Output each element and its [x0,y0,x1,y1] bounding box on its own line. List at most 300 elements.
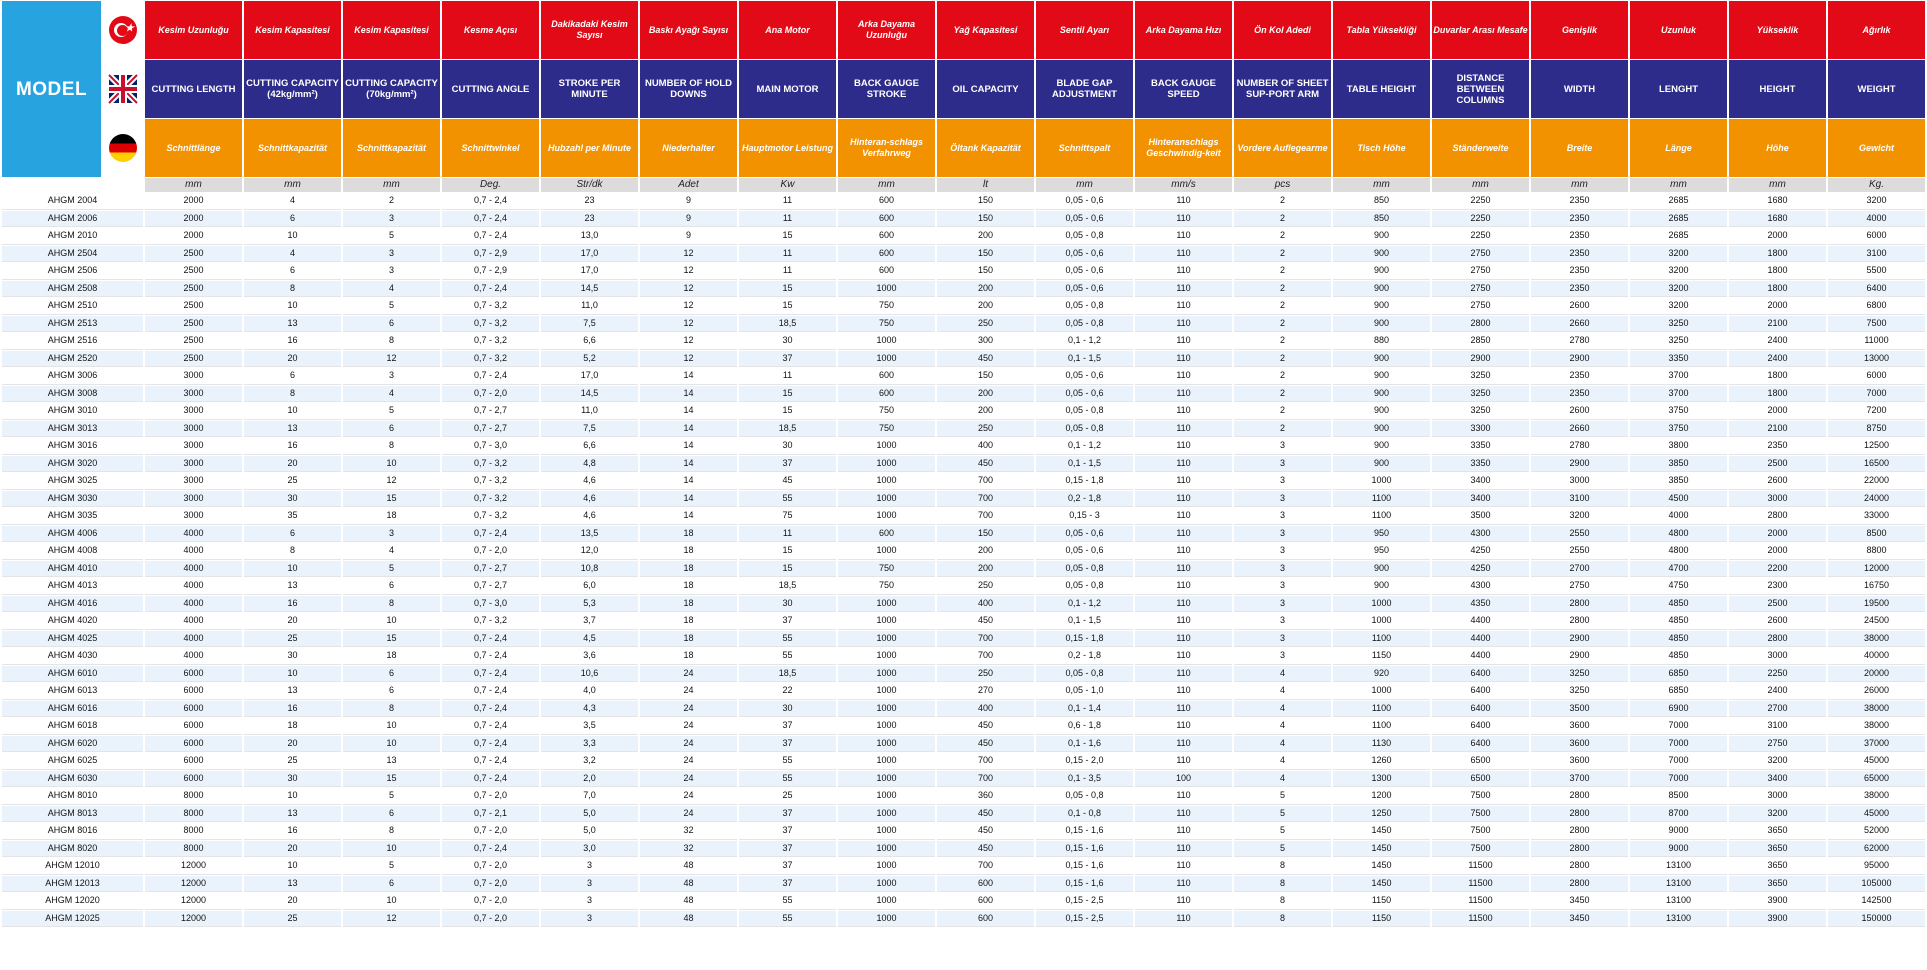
table-cell: 8000 [145,788,242,805]
table-cell: 700 [937,491,1034,508]
table-cell: 2780 [1531,438,1628,455]
table-cell: 95000 [1828,858,1925,875]
table-cell: 13100 [1630,858,1727,875]
model-name-cell: AHGM 2504 [2,246,143,263]
table-cell: 7,5 [541,421,638,438]
table-cell: 105000 [1828,876,1925,893]
table-cell: 14 [640,438,737,455]
table-cell: 700 [937,771,1034,788]
column-header-tr: Kesim Kapasitesi [343,1,440,59]
table-cell: 18 [640,543,737,560]
table-cell: 1100 [1333,701,1430,718]
table-cell: 1150 [1333,911,1430,928]
table-cell: 3700 [1630,386,1727,403]
table-cell: 2800 [1729,631,1826,648]
table-cell: 0,7 - 2,4 [442,701,539,718]
table-cell: 110 [1135,491,1232,508]
column-header-tr: Baskı Ayağı Sayısı [640,1,737,59]
table-cell: 360 [937,788,1034,805]
table-cell: 2250 [1432,228,1529,245]
table-cell: 2500 [145,246,242,263]
table-cell: 0,7 - 3,0 [442,596,539,613]
column-header-en: BACK GAUGE STROKE [838,60,935,118]
table-cell: 38000 [1828,788,1925,805]
table-cell: 0,1 - 1,4 [1036,701,1133,718]
table-cell: 4000 [145,631,242,648]
table-cell: 3 [1234,631,1331,648]
table-cell: 900 [1333,298,1430,315]
table-cell: 10 [244,666,341,683]
table-cell: 200 [937,561,1034,578]
table-cell: 6 [343,578,440,595]
table-cell: 450 [937,806,1034,823]
table-cell: 15 [739,228,836,245]
table-cell: 30 [739,701,836,718]
table-cell: 3 [343,368,440,385]
table-cell: 3450 [1531,911,1628,928]
model-name-cell: AHGM 6018 [2,718,143,735]
table-row [2,596,1925,613]
table-cell: 15 [739,298,836,315]
table-cell: 6 [343,683,440,700]
table-cell: 1680 [1729,211,1826,228]
table-cell: 110 [1135,701,1232,718]
table-cell: 7500 [1432,788,1529,805]
table-cell: 10 [343,841,440,858]
table-cell: 2800 [1432,316,1529,333]
table-cell: 14 [640,508,737,525]
table-cell: 6 [244,211,341,228]
model-name-cell: AHGM 3006 [2,368,143,385]
table-cell: 3 [1234,473,1331,490]
model-name-cell: AHGM 2513 [2,316,143,333]
column-header-en: HEIGHT [1729,60,1826,118]
table-cell: 24500 [1828,613,1925,630]
table-cell: 12000 [145,893,242,910]
table-cell: 5 [343,403,440,420]
column-header-de: Hinteranschlags Geschwindig-keit [1135,119,1232,177]
table-cell: 5 [1234,788,1331,805]
table-cell: 3,0 [541,841,638,858]
table-cell: 3 [1234,578,1331,595]
table-cell: 0,7 - 2,9 [442,263,539,280]
table-cell: 2 [1234,228,1331,245]
model-name-cell: AHGM 6020 [2,736,143,753]
table-cell: 150 [937,368,1034,385]
table-cell: 2750 [1432,298,1529,315]
column-header-de: Vordere Auflegearme [1234,119,1331,177]
column-header-tr: Ana Motor [739,1,836,59]
table-cell: 38000 [1828,701,1925,718]
column-header-en: STROKE PER MINUTE [541,60,638,118]
table-cell: 4300 [1432,578,1529,595]
table-cell: 0,1 - 1,6 [1036,736,1133,753]
table-cell: 35 [244,508,341,525]
table-cell: 7000 [1630,718,1727,735]
table-cell: 0,7 - 3,2 [442,456,539,473]
column-header-en: BACK GAUGE SPEED [1135,60,1232,118]
table-cell: 0,05 - 0,6 [1036,193,1133,210]
table-cell: 110 [1135,298,1232,315]
table-cell: 3000 [145,403,242,420]
table-cell: 13,0 [541,228,638,245]
table-cell: 55 [739,753,836,770]
table-row [2,263,1925,280]
table-cell: 12 [343,473,440,490]
table-cell: 37 [739,823,836,840]
table-cell: 45 [739,473,836,490]
model-name-cell: AHGM 3020 [2,456,143,473]
table-cell: 4 [343,543,440,560]
table-cell: 6 [343,806,440,823]
table-cell: 110 [1135,246,1232,263]
table-row [2,788,1925,805]
table-cell: 4350 [1432,596,1529,613]
table-cell: 150 [937,193,1034,210]
table-cell: 4850 [1630,631,1727,648]
table-cell: 8000 [145,841,242,858]
table-cell: 7000 [1630,736,1727,753]
table-cell: 10 [343,893,440,910]
model-name-cell: AHGM 2520 [2,351,143,368]
model-name-cell: AHGM 2506 [2,263,143,280]
table-cell: 3000 [145,491,242,508]
table-cell: 18 [343,508,440,525]
table-cell: 2250 [1432,211,1529,228]
table-cell: 0,05 - 0,8 [1036,561,1133,578]
table-cell: 2000 [1729,543,1826,560]
table-cell: 110 [1135,473,1232,490]
table-cell: 10 [244,788,341,805]
table-cell: 2250 [1729,666,1826,683]
table-cell: 8800 [1828,543,1925,560]
table-cell: 110 [1135,368,1232,385]
table-cell: 900 [1333,578,1430,595]
table-cell: 11500 [1432,858,1529,875]
table-cell: 110 [1135,456,1232,473]
table-row [2,211,1925,228]
table-cell: 13 [244,578,341,595]
column-unit: mm/s [1135,178,1232,192]
table-cell: 10 [343,718,440,735]
table-cell: 1150 [1333,893,1430,910]
table-cell: 7,5 [541,316,638,333]
table-cell: 3 [541,876,638,893]
table-cell: 3200 [1729,753,1826,770]
table-cell: 1000 [838,753,935,770]
table-cell: 2000 [145,228,242,245]
table-cell: 0,05 - 0,6 [1036,246,1133,263]
table-cell: 10,8 [541,561,638,578]
table-cell: 6000 [145,736,242,753]
model-name-cell: AHGM 2006 [2,211,143,228]
column-header-en: WIDTH [1531,60,1628,118]
table-cell: 6000 [145,718,242,735]
table-cell: 4 [244,193,341,210]
table-cell: 600 [838,263,935,280]
table-cell: 0,05 - 0,6 [1036,543,1133,560]
table-row [2,228,1925,245]
table-cell: 3 [1234,491,1331,508]
table-cell: 12000 [145,911,242,928]
table-cell: 6000 [145,771,242,788]
table-cell: 900 [1333,263,1430,280]
table-cell: 3900 [1729,893,1826,910]
table-cell: 13 [244,316,341,333]
table-row [2,806,1925,823]
table-cell: 3250 [1630,316,1727,333]
table-cell: 2350 [1531,368,1628,385]
table-cell: 37000 [1828,736,1925,753]
table-cell: 1300 [1333,771,1430,788]
table-cell: 3250 [1432,403,1529,420]
table-cell: 2500 [1729,456,1826,473]
table-cell: 5 [343,858,440,875]
table-cell: 700 [937,858,1034,875]
table-cell: 1000 [838,911,935,928]
table-cell: 2 [343,193,440,210]
table-cell: 11000 [1828,333,1925,350]
model-name-cell: AHGM 3010 [2,403,143,420]
table-cell: 12 [640,316,737,333]
table-cell: 13 [244,876,341,893]
column-unit: Deg. [442,178,539,192]
table-cell: 8 [244,543,341,560]
table-cell: 0,15 - 2,0 [1036,753,1133,770]
table-cell: 23 [541,211,638,228]
table-cell: 110 [1135,281,1232,298]
table-cell: 3 [343,263,440,280]
table-row [2,456,1925,473]
table-cell: 37 [739,613,836,630]
table-cell: 6000 [145,666,242,683]
table-cell: 16500 [1828,456,1925,473]
table-row [2,578,1925,595]
column-header-en: BLADE GAP ADJUSTMENT [1036,60,1133,118]
table-cell: 110 [1135,911,1232,928]
table-cell: 0,7 - 2,4 [442,736,539,753]
table-cell: 1000 [1333,683,1430,700]
column-header-tr: Kesme Açısı [442,1,539,59]
table-cell: 0,15 - 1,8 [1036,631,1133,648]
table-cell: 3250 [1531,683,1628,700]
table-cell: 1800 [1729,246,1826,263]
table-cell: 850 [1333,193,1430,210]
table-cell: 1000 [838,718,935,735]
column-header-de: Schnittkapazität [343,119,440,177]
table-row [2,841,1925,858]
table-cell: 450 [937,718,1034,735]
table-cell: 8 [343,701,440,718]
table-cell: 26000 [1828,683,1925,700]
table-cell: 110 [1135,526,1232,543]
table-cell: 2800 [1531,613,1628,630]
table-cell: 0,7 - 3,2 [442,491,539,508]
table-cell: 3650 [1729,876,1826,893]
table-cell: 1100 [1333,491,1430,508]
table-cell: 110 [1135,316,1232,333]
table-cell: 15 [739,386,836,403]
table-cell: 110 [1135,841,1232,858]
table-cell: 4,3 [541,701,638,718]
table-cell: 3000 [145,438,242,455]
table-row [2,683,1925,700]
table-cell: 700 [937,753,1034,770]
table-cell: 4000 [145,578,242,595]
table-cell: 23 [541,193,638,210]
table-cell: 200 [937,298,1034,315]
table-cell: 0,05 - 0,6 [1036,281,1133,298]
table-cell: 3,7 [541,613,638,630]
model-header: MODEL [2,1,101,177]
column-unit: lt [937,178,1034,192]
table-cell: 2100 [1729,421,1826,438]
table-cell: 1130 [1333,736,1430,753]
table-cell: 4 [1234,683,1331,700]
table-cell: 18,5 [739,666,836,683]
table-cell: 110 [1135,333,1232,350]
table-cell: 1000 [838,806,935,823]
table-cell: 450 [937,736,1034,753]
model-name-cell: AHGM 4013 [2,578,143,595]
table-cell: 11 [739,193,836,210]
table-cell: 6 [343,666,440,683]
table-cell: 18 [640,648,737,665]
table-cell: 38000 [1828,631,1925,648]
column-unit: mm [1432,178,1529,192]
table-row [2,701,1925,718]
table-cell: 6800 [1828,298,1925,315]
table-cell: 0,7 - 2,4 [442,526,539,543]
table-cell: 1000 [838,858,935,875]
table-cell: 6400 [1432,736,1529,753]
model-name-cell: AHGM 8020 [2,841,143,858]
table-cell: 30 [739,333,836,350]
table-cell: 7500 [1828,316,1925,333]
table-cell: 2500 [145,351,242,368]
table-cell: 0,7 - 2,7 [442,561,539,578]
table-cell: 10 [343,456,440,473]
table-row [2,858,1925,875]
table-cell: 2500 [145,333,242,350]
table-cell: 3 [1234,526,1331,543]
table-cell: 0,2 - 1,8 [1036,648,1133,665]
table-cell: 270 [937,683,1034,700]
table-cell: 3 [1234,438,1331,455]
table-cell: 250 [937,666,1034,683]
table-cell: 13 [244,806,341,823]
table-cell: 2685 [1630,193,1727,210]
table-cell: 9 [640,228,737,245]
table-cell: 18 [343,648,440,665]
table-cell: 0,7 - 2,4 [442,683,539,700]
column-header-de: Breite [1531,119,1628,177]
table-cell: 2250 [1432,193,1529,210]
table-cell: 700 [937,631,1034,648]
table-cell: 13000 [1828,351,1925,368]
table-cell: 4,6 [541,473,638,490]
table-cell: 3350 [1432,438,1529,455]
table-cell: 0,05 - 0,6 [1036,263,1133,280]
table-cell: 1000 [838,823,935,840]
column-header-de: Tisch Höhe [1333,119,1430,177]
model-name-cell: AHGM 6025 [2,753,143,770]
table-cell: 0,7 - 2,0 [442,911,539,928]
table-cell: 18 [244,718,341,735]
table-cell: 32 [640,841,737,858]
table-cell: 0,15 - 1,6 [1036,841,1133,858]
table-cell: 0,7 - 2,4 [442,841,539,858]
table-cell: 110 [1135,596,1232,613]
table-cell: 0,1 - 0,8 [1036,806,1133,823]
model-name-cell: AHGM 3013 [2,421,143,438]
table-row [2,648,1925,665]
model-name-cell: AHGM 4020 [2,613,143,630]
table-cell: 10 [244,403,341,420]
table-cell: 10 [244,561,341,578]
table-cell: 1800 [1729,281,1826,298]
table-cell: 4250 [1432,561,1529,578]
table-cell: 110 [1135,421,1232,438]
table-cell: 3100 [1729,718,1826,735]
table-cell: 6000 [145,701,242,718]
table-cell: 1000 [838,613,935,630]
table-cell: 0,7 - 3,2 [442,298,539,315]
table-row [2,473,1925,490]
table-cell: 20 [244,613,341,630]
table-cell: 1000 [838,281,935,298]
table-cell: 0,05 - 0,8 [1036,788,1133,805]
table-cell: 8 [343,438,440,455]
column-header-de: Hauptmotor Leistung [739,119,836,177]
table-cell: 1200 [1333,788,1430,805]
table-cell: 0,1 - 1,2 [1036,333,1133,350]
table-cell: 1000 [838,666,935,683]
table-cell: 110 [1135,386,1232,403]
table-cell: 2000 [1729,526,1826,543]
table-cell: 4400 [1432,613,1529,630]
table-cell: 6400 [1432,718,1529,735]
table-cell: 0,7 - 2,0 [442,858,539,875]
column-header-tr: Yükseklik [1729,1,1826,59]
table-cell: 3000 [145,508,242,525]
table-cell: 24 [640,753,737,770]
table-cell: 3700 [1531,771,1628,788]
table-cell: 10 [343,736,440,753]
table-row [2,298,1925,315]
table-cell: 110 [1135,788,1232,805]
model-name-cell: AHGM 8016 [2,823,143,840]
table-cell: 3 [1234,543,1331,560]
table-cell: 12000 [145,858,242,875]
model-name-cell: AHGM 3035 [2,508,143,525]
table-cell: 20 [244,351,341,368]
table-cell: 10,6 [541,666,638,683]
table-cell: 3800 [1630,438,1727,455]
model-name-cell: AHGM 2004 [2,193,143,210]
table-cell: 9 [640,211,737,228]
table-cell: 150 [937,526,1034,543]
table-cell: 100 [1135,771,1232,788]
table-cell: 24 [640,683,737,700]
table-body [2,193,1925,927]
table-cell: 4,6 [541,508,638,525]
table-cell: 3350 [1432,456,1529,473]
table-cell: 25 [739,788,836,805]
table-cell: 6,6 [541,438,638,455]
table-cell: 8 [343,823,440,840]
table-cell: 2 [1234,421,1331,438]
